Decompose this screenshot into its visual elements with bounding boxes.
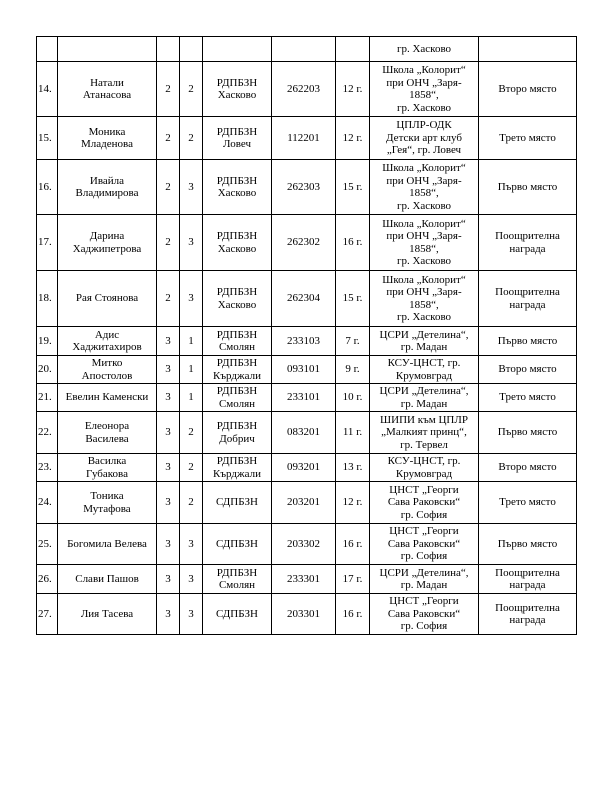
- table-row: [37, 594, 577, 635]
- cell-code: 083201: [272, 412, 336, 454]
- cell-name: Рая Стоянова: [58, 271, 157, 327]
- cell-a: 3: [157, 327, 180, 356]
- table-row: [37, 524, 577, 565]
- cell-b: 2: [180, 482, 203, 524]
- cell-org: РДПБЗН Ловеч: [203, 117, 272, 160]
- cell-award: Първо място: [479, 327, 577, 356]
- cell-award: Трето място: [479, 482, 577, 524]
- cell-name: [58, 37, 157, 62]
- cell-org: РДПБЗН Кърджали: [203, 454, 272, 482]
- cell-no: 20.: [37, 356, 58, 384]
- cell-age: 16 г.: [336, 594, 370, 635]
- cell-a: 2: [157, 271, 180, 327]
- cell-org: РДПБЗН Смолян: [203, 384, 272, 412]
- cell-institution: КСУ-ЦНСТ, гр. Крумовград: [370, 454, 479, 482]
- cell-no: 17.: [37, 215, 58, 271]
- cell-name: Елеонора Василева: [58, 412, 157, 454]
- table-row: [37, 215, 577, 271]
- table-row: [37, 482, 577, 524]
- table-row: [37, 271, 577, 327]
- cell-name: Дарина Хаджипетрова: [58, 215, 157, 271]
- cell-b: 2: [180, 412, 203, 454]
- table-row: [37, 62, 577, 117]
- table-row: [37, 160, 577, 215]
- cell-no: 21.: [37, 384, 58, 412]
- cell-a: 3: [157, 412, 180, 454]
- cell-no: 19.: [37, 327, 58, 356]
- cell-institution: ЦНСТ „Георги Сава Раковски“ гр. София: [370, 482, 479, 524]
- cell-institution: ЦНСТ „Георги Сава Раковски“ гр. София: [370, 594, 479, 635]
- cell-org: РДПБЗН Хасково: [203, 215, 272, 271]
- cell-code: 203201: [272, 482, 336, 524]
- cell-a: 2: [157, 62, 180, 117]
- cell-code: 262303: [272, 160, 336, 215]
- cell-org: РДПБЗН Хасково: [203, 271, 272, 327]
- cell-institution: ЦНСТ „Георги Сава Раковски“ гр. София: [370, 524, 479, 565]
- cell-org: СДПБЗН: [203, 482, 272, 524]
- cell-code: 233103: [272, 327, 336, 356]
- cell-a: 3: [157, 565, 180, 594]
- cell-institution: ЦСРИ „Детелина“, гр. Мадан: [370, 565, 479, 594]
- cell-org: РДПБЗН Хасково: [203, 160, 272, 215]
- cell-code: 233301: [272, 565, 336, 594]
- table-row: [37, 412, 577, 454]
- cell-no: 23.: [37, 454, 58, 482]
- cell-code: 093201: [272, 454, 336, 482]
- table-row: [37, 356, 577, 384]
- cell-age: 10 г.: [336, 384, 370, 412]
- cell-name: Натали Атанасова: [58, 62, 157, 117]
- cell-a: 2: [157, 215, 180, 271]
- cell-award: [479, 37, 577, 62]
- cell-no: 14.: [37, 62, 58, 117]
- cell-a: 3: [157, 524, 180, 565]
- cell-age: 12 г.: [336, 62, 370, 117]
- cell-no: 25.: [37, 524, 58, 565]
- cell-institution: Школа „Колорит“ при ОНЧ „Заря- 1858“, гр. Хасково: [370, 62, 479, 117]
- cell-code: 262203: [272, 62, 336, 117]
- cell-a: [157, 37, 180, 62]
- cell-code: 262302: [272, 215, 336, 271]
- cell-org: РДПБЗН Смолян: [203, 565, 272, 594]
- cell-org: СДПБЗН: [203, 524, 272, 565]
- cell-age: 15 г.: [336, 160, 370, 215]
- cell-age: 16 г.: [336, 215, 370, 271]
- cell-institution: Школа „Колорит“ при ОНЧ „Заря- 1858“, гр. Хасково: [370, 215, 479, 271]
- cell-a: 2: [157, 160, 180, 215]
- cell-age: 15 г.: [336, 271, 370, 327]
- cell-b: 2: [180, 117, 203, 160]
- cell-age: [336, 37, 370, 62]
- cell-code: 203302: [272, 524, 336, 565]
- cell-code: 233101: [272, 384, 336, 412]
- cell-institution: Школа „Колорит“ при ОНЧ „Заря- 1858“, гр. Хасково: [370, 271, 479, 327]
- cell-award: Трето място: [479, 384, 577, 412]
- cell-no: 16.: [37, 160, 58, 215]
- cell-age: 7 г.: [336, 327, 370, 356]
- cell-institution: КСУ-ЦНСТ, гр. Крумовград: [370, 356, 479, 384]
- cell-b: 3: [180, 594, 203, 635]
- cell-name: Богомила Велева: [58, 524, 157, 565]
- cell-institution: ЦСРИ „Детелина“, гр. Мадан: [370, 384, 479, 412]
- cell-award: Поощрителна награда: [479, 271, 577, 327]
- cell-award: Второ място: [479, 62, 577, 117]
- cell-code: 112201: [272, 117, 336, 160]
- cell-no: 18.: [37, 271, 58, 327]
- cell-b: 3: [180, 565, 203, 594]
- cell-b: 1: [180, 327, 203, 356]
- cell-a: 3: [157, 454, 180, 482]
- cell-award: Поощрителна награда: [479, 594, 577, 635]
- cell-a: 3: [157, 594, 180, 635]
- cell-name: Митко Апостолов: [58, 356, 157, 384]
- table-row: [37, 565, 577, 594]
- cell-age: 17 г.: [336, 565, 370, 594]
- cell-no: 27.: [37, 594, 58, 635]
- cell-award: Първо място: [479, 160, 577, 215]
- cell-b: [180, 37, 203, 62]
- cell-award: Второ място: [479, 356, 577, 384]
- cell-code: 203301: [272, 594, 336, 635]
- cell-code: [272, 37, 336, 62]
- cell-a: 2: [157, 117, 180, 160]
- cell-b: 3: [180, 524, 203, 565]
- cell-institution: ЦПЛР-ОДК Детски арт клуб „Гея“, гр. Ловеч: [370, 117, 479, 160]
- cell-award: Второ място: [479, 454, 577, 482]
- cell-age: 9 г.: [336, 356, 370, 384]
- table-row: [37, 117, 577, 160]
- cell-code: 093101: [272, 356, 336, 384]
- cell-name: Евелин Каменски: [58, 384, 157, 412]
- table-row: [37, 327, 577, 356]
- table-row: [37, 454, 577, 482]
- cell-b: 3: [180, 215, 203, 271]
- cell-name: Василка Губакова: [58, 454, 157, 482]
- cell-org: РДПБЗН Кърджали: [203, 356, 272, 384]
- results-table: [36, 36, 577, 635]
- cell-institution: Школа „Колорит“ при ОНЧ „Заря- 1858“, гр. Хасково: [370, 160, 479, 215]
- cell-no: 22.: [37, 412, 58, 454]
- cell-institution: ЦСРИ „Детелина“, гр. Мадан: [370, 327, 479, 356]
- cell-no: 15.: [37, 117, 58, 160]
- cell-no: 26.: [37, 565, 58, 594]
- cell-b: 3: [180, 160, 203, 215]
- table-row: [37, 384, 577, 412]
- cell-age: 12 г.: [336, 117, 370, 160]
- cell-org: [203, 37, 272, 62]
- cell-name: Тоника Мутафова: [58, 482, 157, 524]
- cell-code: 262304: [272, 271, 336, 327]
- table-row-continued: [37, 37, 577, 62]
- cell-b: 2: [180, 454, 203, 482]
- cell-b: 1: [180, 356, 203, 384]
- cell-a: 3: [157, 384, 180, 412]
- cell-age: 16 г.: [336, 524, 370, 565]
- cell-b: 2: [180, 62, 203, 117]
- cell-org: РДПБЗН Хасково: [203, 62, 272, 117]
- cell-award: Поощрителна награда: [479, 565, 577, 594]
- cell-no: [37, 37, 58, 62]
- cell-age: 11 г.: [336, 412, 370, 454]
- cell-org: СДПБЗН: [203, 594, 272, 635]
- cell-award: Трето място: [479, 117, 577, 160]
- cell-award: Първо място: [479, 524, 577, 565]
- cell-org: РДПБЗН Добрич: [203, 412, 272, 454]
- cell-no: 24.: [37, 482, 58, 524]
- cell-institution: гр. Хасково: [370, 37, 479, 62]
- cell-b: 3: [180, 271, 203, 327]
- cell-name: Слави Пашов: [58, 565, 157, 594]
- cell-a: 3: [157, 482, 180, 524]
- cell-b: 1: [180, 384, 203, 412]
- cell-name: Моника Младенова: [58, 117, 157, 160]
- cell-org: РДПБЗН Смолян: [203, 327, 272, 356]
- cell-a: 3: [157, 356, 180, 384]
- cell-name: Лия Тасева: [58, 594, 157, 635]
- cell-age: 13 г.: [336, 454, 370, 482]
- cell-age: 12 г.: [336, 482, 370, 524]
- cell-name: Ивайла Владимирова: [58, 160, 157, 215]
- cell-award: Поощрителна награда: [479, 215, 577, 271]
- cell-award: Първо място: [479, 412, 577, 454]
- cell-institution: ШИПИ към ЦПЛР „Малкият принц“, гр. Тервел: [370, 412, 479, 454]
- cell-name: Адис Хаджитахиров: [58, 327, 157, 356]
